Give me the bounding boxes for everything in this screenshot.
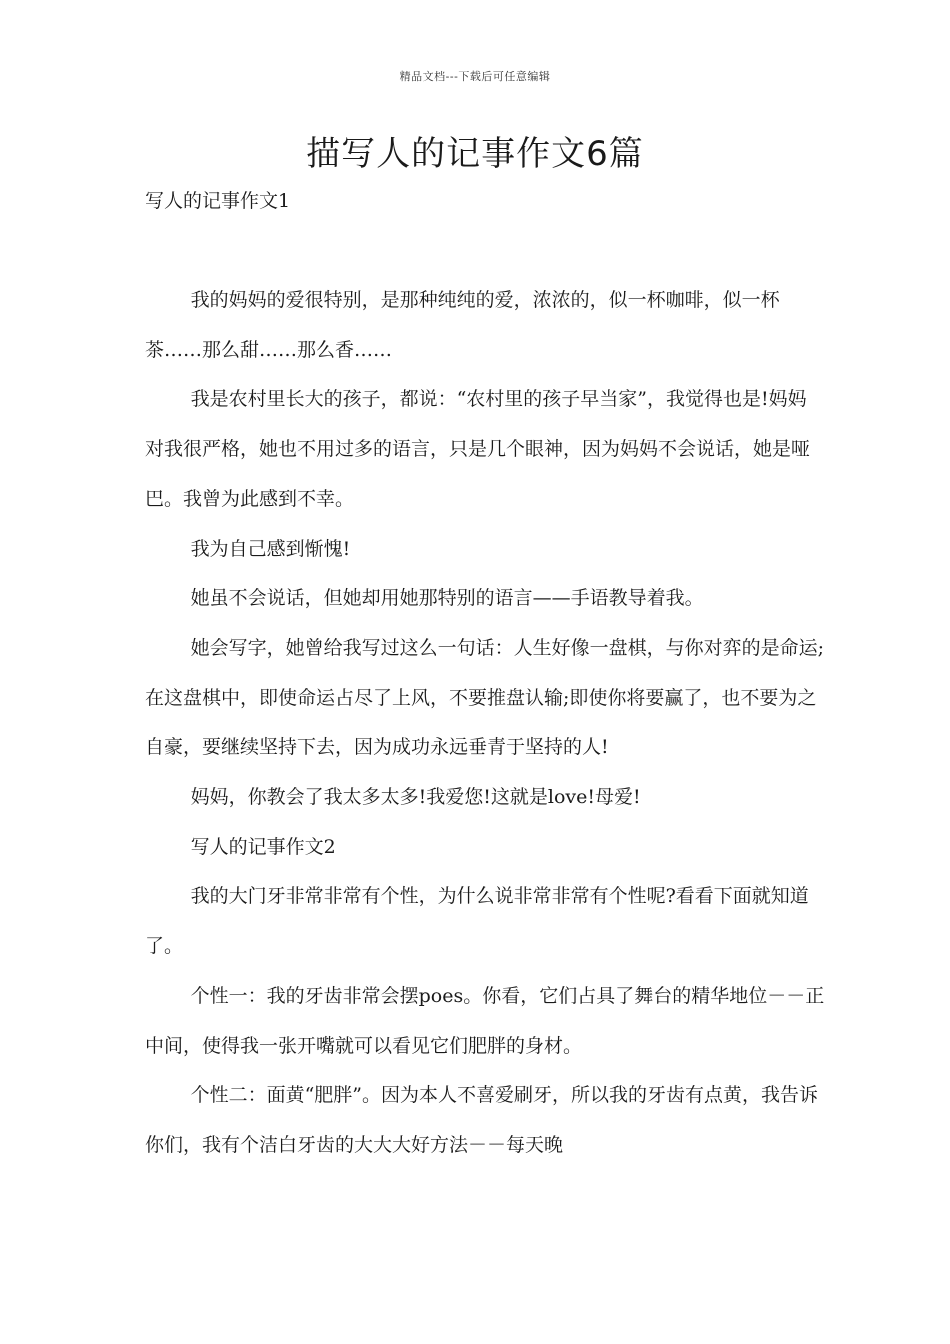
- document-body: [145, 276, 825, 1171]
- document-title: 描写人的记事作文6篇: [306, 134, 644, 174]
- page-header: 精品文档---下载后可任意编辑: [399, 70, 551, 83]
- paragraph: 她会写字，她曾给我写过这么一句话：人生好像一盘棋，与你对弈的是命运;在这盘棋中，即使命运占尽了上风，不要推盘认输;即使你将要赢了，也不要为之自豪，要继续坚持下去，因为成功永远垂青于坚持的人!: [145, 636, 824, 759]
- paragraph: 我为自己感到惭愧!: [190, 537, 351, 560]
- paragraph: 我的妈妈的爱很特别，是那种纯纯的爱，浓浓的，似一杯咖啡，似一杯茶……那么甜……那么香……: [145, 289, 780, 361]
- section-heading: 写人的记事作文1: [145, 190, 291, 212]
- paragraph: 个性一：我的牙齿非常会摆poes。你看，它们占具了舞台的精华地位－－正中间，使得我一张开嘴就可以看见它们肥胖的身材。: [145, 984, 825, 1057]
- paragraph: 我是农村里长大的孩子，都说：“农村里的孩子早当家”，我觉得也是!妈妈对我很严格，她也不用过多的语言，只是几个眼神，因为妈妈不会说话，她是哑巴。我曾为此感到不幸。: [145, 388, 811, 510]
- paragraph: 个性二：面黄“肥胖”。因为本人不喜爱刷牙，所以我的牙齿有点黄，我告诉你们，我有个洁白牙齿的大大大好方法－－每天晚: [145, 1084, 819, 1156]
- paragraph: 她虽不会说话，但她却用她那特别的语言——手语教导着我。: [190, 587, 704, 610]
- section-heading: 写人的记事作文2: [190, 835, 336, 858]
- paragraph: 妈妈，你教会了我太多太多!我爱您!这就是love!母爱!: [190, 786, 641, 809]
- paragraph: 我的大门牙非常非常有个性，为什么说非常非常有个性呢?看看下面就知道了。: [145, 885, 809, 958]
